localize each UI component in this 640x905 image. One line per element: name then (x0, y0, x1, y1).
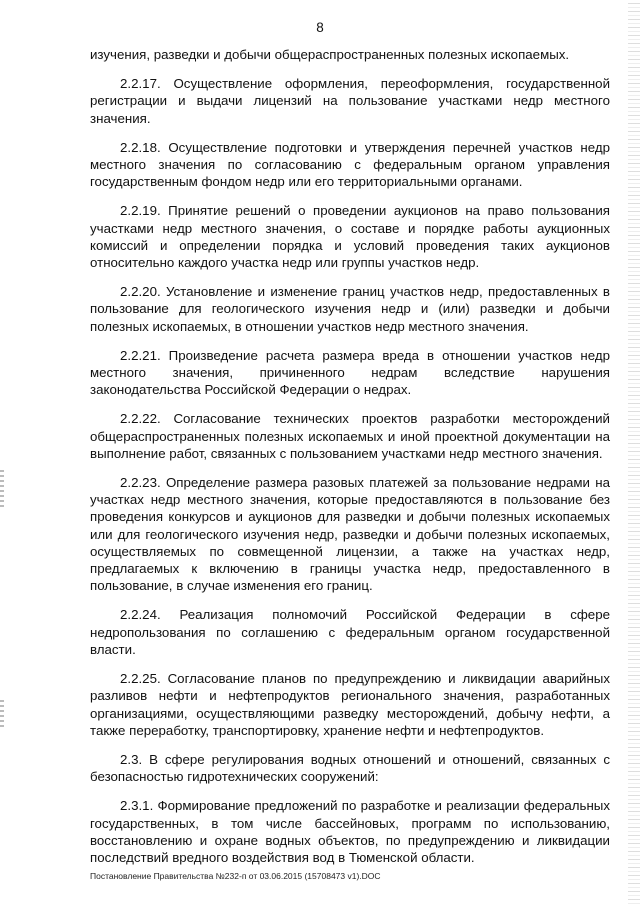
scan-left-artifact (0, 470, 4, 510)
paragraph: 2.3.1. Формирование предложений по разработке и реализации федеральных государственных, в том числе бассейновых, программ по использованию, восстановлению и охране водных объектов, по предупреждению и ликвидации последствий вредного воздействия вод в Тюменской области. (90, 798, 610, 865)
paragraph: 2.2.25. Согласование планов по предупреждению и ликвидации аварийных разливов нефти и нефтепродуктов регионального значения, разработанных организациями, осуществляющими разведку месторождений, добычу нефти, а также переработку, транспортировку, хранение нефти и нефтепродуктов. (90, 671, 610, 738)
document-body (90, 46, 610, 878)
paragraph: изучения, разведки и добычи общераспространенных полезных ископаемых. (90, 47, 570, 62)
scan-edge-artifact (628, 0, 640, 905)
paragraph: 2.2.24. Реализация полномочий Российской Федерации в сфере недропользования по соглашению с федеральным органом государственной власти. (90, 607, 610, 657)
paragraph: 2.2.21. Произведение расчета размера вреда в отношении участков недр местного значения, причиненного недрам вследствие нарушения законодательства Российской Федерации о недрах. (90, 347, 610, 398)
paragraph: 2.2.23. Определение размера разовых платежей за пользование недрами на участках недр местного значения, которые предоставляются в пользование без проведения конкурсов и аукционов для разведки и добычи полезных ископаемых или для геологического изучения недр, разведки и добычи полезных ископаемых, осуществляемых по совмещенной лицензии, а также на участках недр, предлагаемых к включению в границы участка недр, предоставленного в пользование, в случае изменения его границ. (90, 475, 610, 594)
paragraph: 2.2.19. Принятие решений о проведении аукционов на право пользования участками недр местного значения, о составе и порядке работы аукционных комиссий и определении порядка и условий проведения таких аукционов относительно каждого участка недр или группы участков недр. (90, 203, 610, 271)
scan-left-artifact (0, 700, 4, 730)
page-number: 8 (316, 20, 324, 35)
paragraph: 2.2.20. Установление и изменение границ участков недр, предоставленных в пользование для геологического изучения недр и (или) разведки и добычи полезных ископаемых, в отношении участков недр местного значения. (90, 284, 610, 334)
paragraph: 2.2.18. Осуществление подготовки и утверждения перечней участков недр местного значения по согласованию с федеральным органом управления государственным фондом недр или его территориальными органами. (90, 139, 610, 190)
paragraph: 2.2.17. Осуществление оформления, переоформления, государственной регистрации и выдачи лицензий на пользование участками недр местного значения. (90, 76, 610, 126)
document-footer: Постановление Правительства №232-п от 03.06.2015 (15708473 v1).DOC (90, 871, 381, 881)
paragraph: 2.2.22. Согласование технических проектов разработки месторождений общераспространенных полезных ископаемых и иной проектной документации на выполнение работ, связанных с пользованием участками недр местного значения. (90, 411, 610, 461)
paragraph: 2.3. В сфере регулирования водных отношений и отношений, связанных с безопасностью гидротехнических сооружений: (90, 751, 610, 785)
